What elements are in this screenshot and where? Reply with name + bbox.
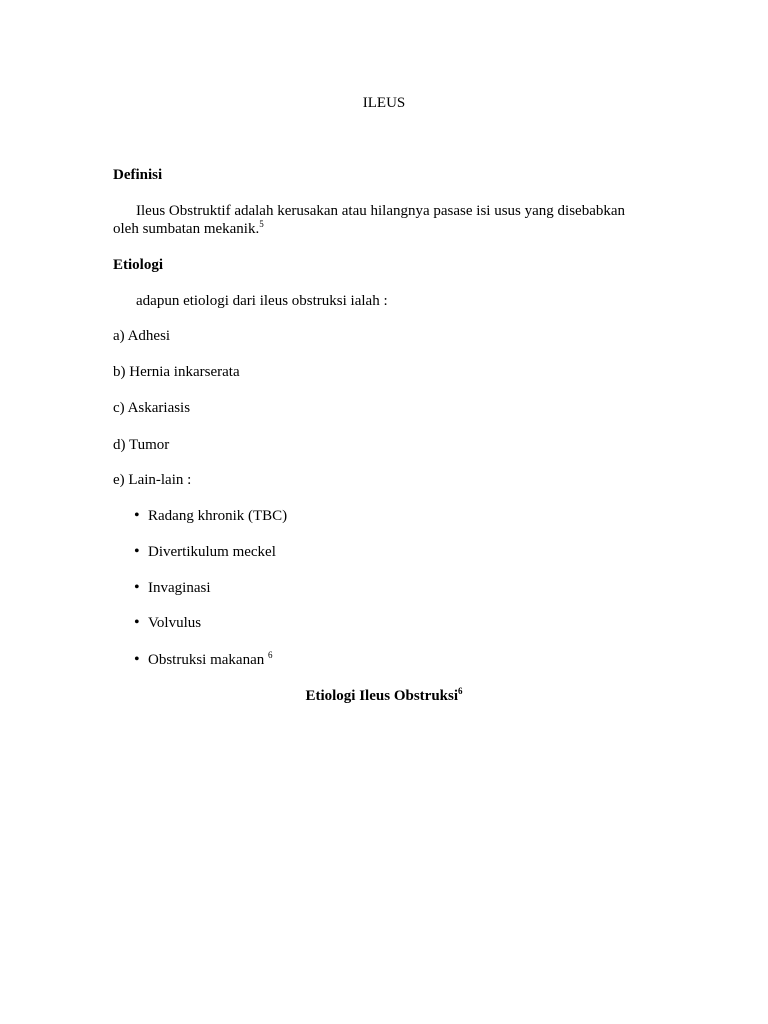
definisi-footnote-ref: 5 bbox=[259, 219, 264, 229]
definisi-paragraph-line1: Ileus Obstruktif adalah kerusakan atau hilangnya pasase isi usus yang disebabkan bbox=[136, 203, 626, 219]
etiologi-intro: adapun etiologi dari ileus obstruksi ialah : bbox=[136, 293, 388, 309]
sub-item-4 bbox=[134, 614, 201, 632]
sub-item-label: Divertikulum meckel bbox=[148, 544, 276, 560]
bullet-icon: • bbox=[134, 651, 140, 668]
document-title: ILEUS bbox=[362, 95, 406, 111]
definisi-paragraph-line2 bbox=[113, 220, 264, 238]
sub-item-label: Invaginasi bbox=[148, 580, 211, 596]
sub-item-label: Radang khronik (TBC) bbox=[148, 508, 288, 524]
caption-text: Etiologi Ileus Obstruksi bbox=[305, 688, 459, 704]
etiologi-caption bbox=[0, 687, 768, 705]
caption-footnote-ref: 6 bbox=[458, 686, 463, 696]
bullet-icon: • bbox=[134, 579, 140, 596]
bullet-icon: • bbox=[134, 507, 140, 524]
sub-item-3 bbox=[134, 579, 210, 597]
bullet-icon: • bbox=[134, 543, 140, 560]
sub-item-5 bbox=[134, 651, 272, 669]
sub-item-1 bbox=[134, 507, 287, 525]
sub-item-label: Volvulus bbox=[148, 615, 202, 631]
etiologi-item-e: e) Lain-lain : bbox=[113, 472, 192, 488]
definisi-heading: Definisi bbox=[113, 167, 163, 183]
sub-item-label: Obstruksi makanan bbox=[148, 652, 268, 668]
sub-item-footnote-ref: 6 bbox=[267, 650, 273, 660]
etiologi-item-a: a) Adhesi bbox=[113, 328, 171, 344]
bullet-icon: • bbox=[134, 614, 140, 631]
etiologi-item-d: d) Tumor bbox=[113, 437, 170, 453]
definisi-paragraph-text: oleh sumbatan mekanik. bbox=[113, 221, 260, 237]
sub-item-2 bbox=[134, 543, 276, 561]
etiologi-heading: Etiologi bbox=[113, 257, 164, 273]
etiologi-item-c: c) Askariasis bbox=[113, 400, 191, 416]
etiologi-item-b: b) Hernia inkarserata bbox=[113, 364, 240, 380]
